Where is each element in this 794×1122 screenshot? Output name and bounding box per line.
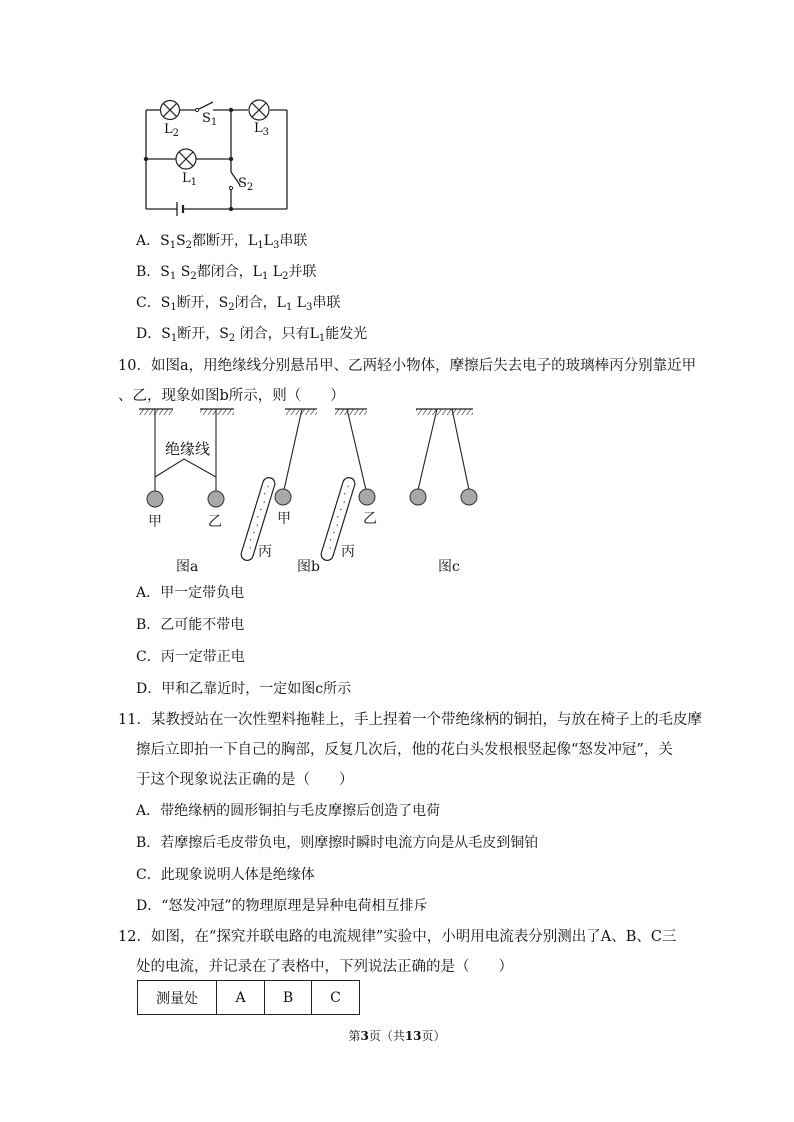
page-footer: 第3页（共13页） <box>348 1029 446 1043</box>
q10-stem-line2: 、乙，现象如图b所示，则（ ） <box>118 388 345 404</box>
q12-stem-line2: 处的电流，并记录在了表格中，下列说法正确的是（ ） <box>136 959 513 975</box>
label-insulator: 绝缘线 <box>165 440 211 458</box>
label-bing-1: 丙 <box>258 544 272 560</box>
q9-option-d: D．$S_1$断开，$S_2$ 闭合，只有$L_1$能发光 <box>136 326 368 344</box>
q9-option-c: C．$S_1$断开，$S_2$闭合，$L_1$ $L_3$串联 <box>136 295 341 313</box>
q12-stem-line1: 12．如图，在“探究并联电路的电流规律”实验中，小明用电流表分别测出了A、B、C三 <box>118 929 677 945</box>
label-s1: $S_1$ <box>202 111 218 128</box>
table-cell-header: 测量处 <box>138 981 217 1015</box>
label-jia-b: 甲 <box>277 511 291 527</box>
q11-stem-line3: 于这个现象说法正确的是（ ） <box>136 772 354 788</box>
q10-option-d: D．甲和乙靠近时，一定如图c所示 <box>136 681 352 697</box>
label-s2: $S_2$ <box>238 176 254 193</box>
q9-option-a: A．$S_1S_2$都断开，$L_1L_3$串联 <box>136 233 308 251</box>
caption-fig-a: 图a <box>176 559 199 575</box>
label-jia-a: 甲 <box>148 514 162 530</box>
measurement-table <box>137 980 360 1015</box>
q10-option-a: A．甲一定带负电 <box>136 585 245 601</box>
table-cell-c: C <box>312 981 360 1015</box>
caption-fig-c: 图c <box>438 559 460 575</box>
caption-fig-b: 图b <box>297 559 320 575</box>
q11-stem-line2: 擦后立即拍一下自己的胸部，反复几次后，他的花白头发根根竖起像“怒发冲冠”，关 <box>136 742 673 758</box>
table-cell-a: A <box>217 981 265 1015</box>
label-bing-2: 丙 <box>341 544 355 560</box>
label-l1: $L_1$ <box>182 171 198 188</box>
q11-option-b: B．若摩擦后毛皮带负电，则摩擦时瞬时电流方向是从毛皮到铜铂 <box>136 835 539 851</box>
table-cell-b: B <box>265 981 312 1015</box>
label-l2: $L_2$ <box>164 122 180 139</box>
label-yi-b: 乙 <box>363 511 377 527</box>
label-l3: $L_3$ <box>254 121 270 138</box>
q9-option-b: B．$S_1$ $S_2$都闭合，$L_1$ $L_2$并联 <box>136 264 317 282</box>
q10-option-c: C．丙一定带正电 <box>136 649 245 665</box>
q10-option-b: B．乙可能不带电 <box>136 617 245 633</box>
label-yi-a: 乙 <box>208 514 222 530</box>
q10-stem-line1: 10．如图a，用绝缘线分别悬吊甲、乙两轻小物体，摩擦后失去电子的玻璃棒丙分别靠近甲 <box>118 358 697 374</box>
q11-option-d: D．“怒发冲冠”的物理原理是异种电荷相互排斥 <box>136 898 428 914</box>
q11-option-a: A．带绝缘柄的圆形铜拍与毛皮摩擦后创造了电荷 <box>136 803 441 819</box>
pendulum-figure <box>0 0 794 200</box>
q11-option-c: C．此现象说明人体是绝缘体 <box>136 867 315 883</box>
table-row <box>138 981 360 1015</box>
q11-stem-line1: 11．某教授站在一次性塑料拖鞋上，手上捏着一个带绝缘柄的铜拍，与放在椅子上的毛皮摩 <box>118 712 702 728</box>
